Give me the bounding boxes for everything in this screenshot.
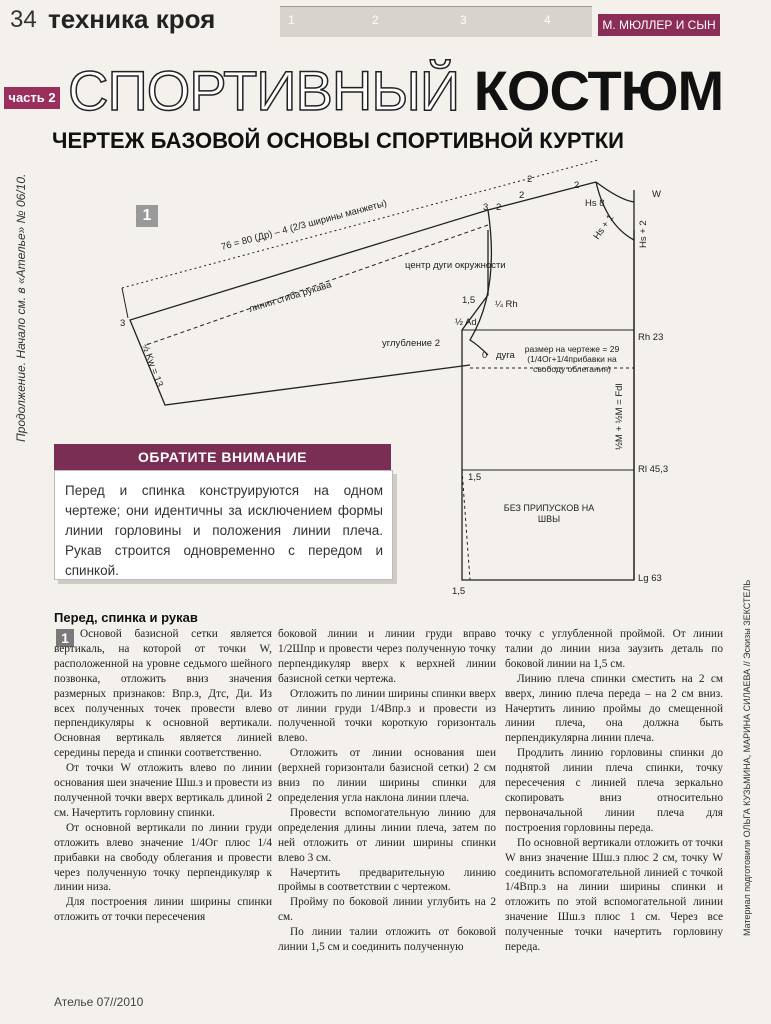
- paragraph: Линию плеча спинки сместить на 2 см вверх, линию плеча переда – на 2 см вниз. Начертить линию проймы до смещенной линии плеча, она должна быть перпендикулярна линии плеча.: [505, 672, 723, 745]
- label-arc-zero: 0: [482, 350, 488, 361]
- paragraph: Пройму по боковой линии углубить на 2 см.: [278, 896, 496, 924]
- section-title: Перед, спинка и рукав: [54, 610, 198, 625]
- step-number: 1: [56, 629, 74, 647]
- paragraph: От основной вертикали по линии груди отложить влево значение 1/4Ог плюс 1/4 прибавки на свободу облегания и провести через полученную точку перпендикуляр к линии низа.: [54, 821, 272, 894]
- label-three-b: 3: [120, 318, 126, 329]
- article-column-2: [278, 627, 496, 955]
- ruler-mark: 4: [544, 13, 551, 27]
- notice-heading: ОБРАТИТЕ ВНИМАНИЕ: [54, 444, 391, 470]
- part-badge: часть 2: [4, 87, 60, 109]
- ruler-mark: 2: [372, 13, 379, 27]
- credits-text: Материал подготовили ОЛЬГА КУЗЬМИНА, МАРИНА СИЛАЕВА // Эскизы ЗЕКСТЕЛЬ: [742, 579, 752, 936]
- label-draft-size: размер на чертеже = 29 (1/4Ог+1/4прибавки на свободу облегания): [524, 344, 620, 374]
- label-two-a: 2: [527, 174, 533, 185]
- title-bold: КОСТЮМ: [473, 59, 724, 122]
- paragraph: Основой базисной сетки является вертикаль, на которой от точки W, расположенной на уровне седьмого шейного позвонка, отложить вниз значения размерных признаков: Впр.з, Дтс, Ди. Из всех полученных точек провести влево перпендикуляры к основной вертикали. Основная вертикаль является линией середины переда и спинки соответственно.: [54, 628, 272, 760]
- section-name: техника кроя: [48, 4, 216, 34]
- paragraph: Отложить по линии ширины спинки вверх от линии груди 1/4Впр.з и провести из полученной точки короткую горизонталь влево.: [278, 687, 496, 745]
- paragraph: Отложить от линии основания шеи (верхней горизонтали базисной сетки) 2 см вниз по линии ширины спинки для определения угла наклона линии плеча.: [278, 747, 496, 804]
- paragraph: Провести вспомогательную линию для определения длины линии плеча, затем по ней отложить от линии ширины спинки влево 3 см.: [278, 806, 496, 864]
- label-half-ad: ½ Ad: [455, 317, 477, 328]
- label-two-c: 2: [519, 190, 525, 201]
- label-lg: Lg 63: [638, 573, 662, 584]
- paragraph: По линии талии отложить от боковой линии 1,5 см и соединить полученную: [278, 926, 496, 954]
- brand-label: М. МЮЛЛЕР И СЫН: [598, 14, 720, 36]
- title-thin: СПОРТИВНЫЙ: [68, 59, 460, 122]
- credits: [742, 576, 760, 936]
- label-rl: Rl 45,3: [638, 464, 669, 475]
- label-rh: ¼ Rh: [495, 299, 518, 310]
- side-shift: [462, 470, 470, 580]
- page-subtitle: ЧЕРТЕЖ БАЗОВОЙ ОСНОВЫ СПОРТИВНОЙ КУРТКИ: [52, 128, 624, 153]
- label-two-b: 2: [574, 180, 580, 191]
- page-footer: Ателье 07//2010: [54, 995, 144, 1009]
- paragraph: точку с углубленной проймой. От линии талии до линии низа заузить деталь по боковой линии на 1,5 см.: [505, 628, 723, 670]
- label-sleeve-fold: линия сгиба рукава: [247, 279, 333, 315]
- label-one-five-b: 1,5: [452, 586, 466, 597]
- sleeve-outline: [130, 210, 488, 405]
- label-hs2: Hs + 2: [638, 220, 649, 248]
- label-no-allowance: БЕЗ ПРИПУСКОВ НА ШВЫ: [503, 503, 595, 524]
- label-sleeve-cuff: ½ Kw = 13: [139, 342, 165, 389]
- notice-box: [54, 470, 393, 580]
- notice-text: Перед и спинка конструируются на одном чертеже; они идентичны за исключением формы линии горловины и положения линии плеча. Рукав строится одновременно с передом и спинкой.: [65, 483, 383, 578]
- label-rh-mark: 1,5: [462, 295, 476, 306]
- label-hs1: Hs + 1: [591, 212, 617, 242]
- paragraph: Начертить предварительную линию проймы в соответствии с чертежом.: [278, 866, 496, 894]
- paragraph: боковой линии и линии груди вправо 1/2Шпр и провести через полученную точку перпендикуляр вверх к верхней линии базисной сетки чертежа.: [278, 628, 496, 685]
- paragraph: От точки W отложить влево по линии основания шеи значение Шш.з и провести из полученной точки вверх вертикаль длиной 2 см. Начертить горловину спинки.: [54, 762, 272, 819]
- label-three-a: 3: [483, 202, 489, 213]
- label-rh23: Rh 23: [638, 332, 664, 343]
- figure-number: 1: [136, 205, 158, 227]
- continuation-text: Продолжение. Начало см. в «Ателье» № 06/10.: [14, 173, 28, 442]
- paragraph: По основной вертикали отложить от точки W вниз значение Шш.з плюс 2 см, точку W соединить вспомогательной линией с точкой 1/4Впр.з на линии ширины спинки и отложить по этой вспомогательной линии значение Шш.з плюс 1 см. Через все полученные точки начертить горловину переда.: [505, 836, 723, 954]
- label-arc-center-text: центр дуги окружности: [405, 260, 506, 271]
- article-column-1: [54, 627, 272, 925]
- label-w: W: [652, 189, 661, 200]
- label-deepen: углубление 2: [382, 338, 441, 349]
- dim-tick: [122, 288, 128, 318]
- label-hs8: Hs 8: [585, 198, 605, 209]
- label-sleeve-length: 76 = 80 (Др) – 4 (2/3 ширины манжеты): [219, 197, 389, 253]
- paragraph: Продлить линию горловины спинки до поднятой линии плеча спинки, точку пересечения с линией плеча зеркально скопировать вниз относительно первоначальной линии плеча для построения горловины переда.: [505, 747, 723, 834]
- label-arc: дуга: [496, 350, 515, 361]
- paragraph: Для построения линии ширины спинки отложить от точки пересечения: [54, 896, 272, 924]
- article-column-3: [505, 627, 723, 955]
- ruler-mark: 3: [460, 13, 467, 27]
- ruler-mark: 1: [288, 13, 295, 27]
- shoulder-line: [488, 182, 596, 210]
- page-number: 34: [10, 6, 37, 33]
- label-fdl: ½M + ½M = Fdl: [614, 383, 625, 450]
- label-two-d: 2: [496, 202, 502, 213]
- label-one-five-a: 1,5: [468, 472, 482, 483]
